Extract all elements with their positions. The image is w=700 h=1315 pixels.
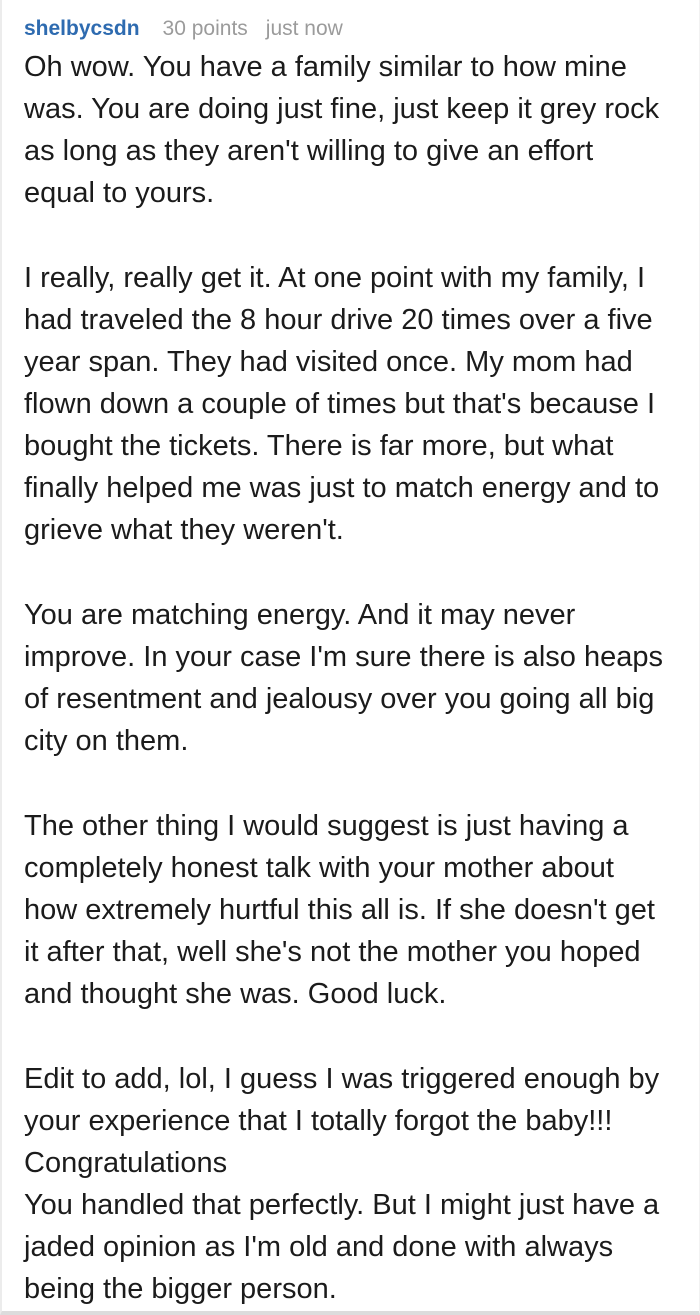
edit-line-1: Edit to add, lol, I guess I was triggered enough by your experience that I totally forgot the baby!!! Congratulations xyxy=(24,1063,660,1179)
comment-author-link[interactable]: shelbycsdn xyxy=(24,17,140,40)
comment-timestamp: just now xyxy=(265,17,343,40)
comment-paragraph-edit xyxy=(24,1058,671,1310)
comment-body xyxy=(24,46,671,1310)
comment-header xyxy=(24,16,671,42)
edit-line-2: You handled that perfectly. But I might just have a jaded opinion as I'm old and done with always being the bigger person. xyxy=(24,1189,660,1305)
comment-points: 30 points xyxy=(162,17,248,40)
comment-paragraph: The other thing I would suggest is just having a completely honest talk with your mother about how extremely hurtful this all is. If she doesn't get it after that, well she's not the mother you hoped and thought she was. Good luck. xyxy=(24,810,655,1010)
comment-paragraph: Oh wow. You have a family similar to how mine was. You are doing just fine, just keep it grey rock as long as they aren't willing to give an effort equal to yours. xyxy=(24,51,660,209)
comment-paragraph: I really, really get it. At one point with my family, I had traveled the 8 hour drive 20 times over a five year span. They had visited once. My mom had flown down a couple of times but that's because I bought the tickets. There is far more, but what finally helped me was just to match energy and to grieve what they weren't. xyxy=(24,262,660,546)
comment-paragraph: You are matching energy. And it may never improve. In your case I'm sure there is also heaps of resentment and jealousy over you going all big city on them. xyxy=(24,599,663,757)
